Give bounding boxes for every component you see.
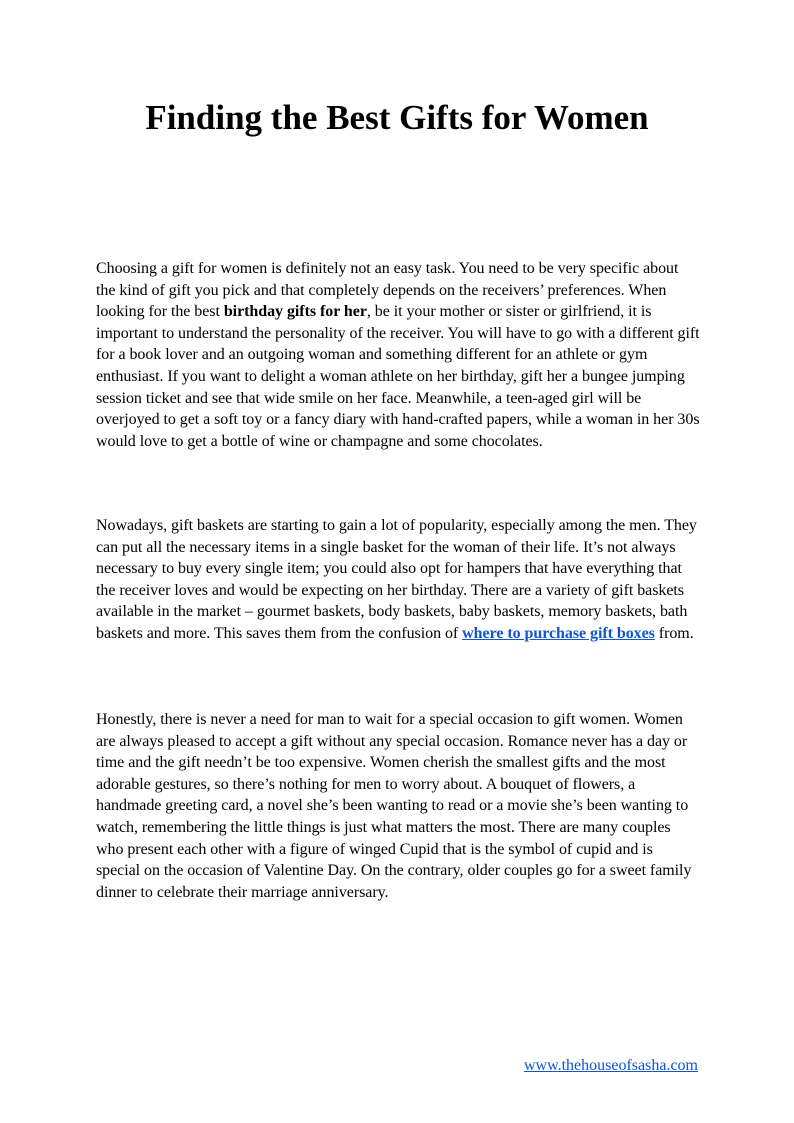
paragraph-birthday-gifts [96, 258, 700, 452]
gift-boxes-link[interactable]: where to purchase gift boxes [462, 624, 655, 642]
paragraph-text: from. [654, 624, 694, 642]
footer-website-link[interactable]: www.thehouseofsasha.com [523, 1057, 698, 1074]
paragraph-special-occasion [96, 709, 700, 903]
paragraph-text: Honestly, there is never a need for man to wait for a special occasion to gift women. Women are always pleased to accept a gift without any special occasion. Romance never has a day or time and the gift needn’t be too expensive. Women cherish the smallest gifts and the most adorable gestures, so there’s nothing for men to worry about. A bouquet of flowers, a handmade greeting card, a novel she’s been wanting to read or a movie she’s been wanting to watch, remembering the little things is just what matters the most. There are many couples who present each other with a figure of winged Cupid that is the symbol of cupid and is special on the occasion of Valentine Day. On the contrary, older couples go for a sweet family dinner to celebrate their marriage anniversary. [96, 711, 692, 901]
bold-keyword: birthday gifts for her [223, 303, 367, 321]
paragraph-text: , be it your mother or sister or girlfriend, it is important to understand the personality of the receiver. You will have to go with a different gift for a book lover and an outgoing woman and something different for an athlete or gym enthusiast. If you want to delight a woman athlete on her birthday, gift her a bungee jumping session ticket and see that wide smile on her face. Meanwhile, a teen-aged girl will be overjoyed to get a soft toy or a fancy diary with hand-crafted papers, while a woman in her 30s would love to get a bottle of wine or champagne and some chocolates. [96, 303, 700, 450]
page-title: Finding the Best Gifts for Women [145, 98, 649, 137]
paragraph-text: Nowadays, gift baskets are starting to gain a lot of popularity, especially among the men. They can put all the necessary items in a single basket for the woman of their life. It’s not always necessary to buy every single item; you could also opt for hampers that have everything that the receiver loves and would be expecting on her birthday. There are a variety of gift baskets available in the market – gourmet baskets, body baskets, baby baskets, memory baskets, bath baskets and more. This saves them from the confusion of [96, 517, 697, 642]
paragraph-gift-baskets [96, 515, 700, 645]
paragraph-text: Choosing a gift for women is definitely not an easy task. You need to be very specific about the kind of gift you pick and that completely depends on the receivers’ preferences. When looking for the best [96, 260, 679, 321]
